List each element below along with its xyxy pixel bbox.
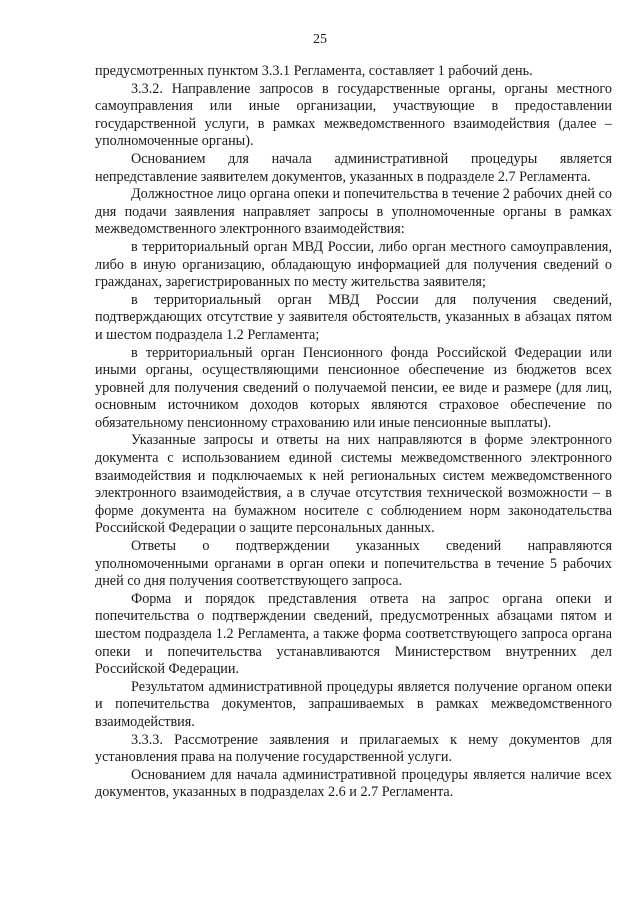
paragraph-answers: Ответы о подтверждении указанных сведений направляются уполномоченными органами в орган опеки и попечительства в течение 5 рабочих дней со дня получения соответствующего запроса.: [95, 538, 612, 590]
paragraph-continuation: предусмотренных пунктом 3.3.1 Регламента, составляет 1 рабочий день.: [95, 63, 533, 79]
list-item-pension-fund: в территориальный орган Пенсионного фонда Российской Федерации или иными органы, осуществляющими пенсионное обеспечение из бюджетов всех уровней для получения сведений о получаемой пенсии, ее виде и размере (для лиц, основным источником доходов которых являются страховое обеспечение по обязательному пенсионному страхованию или иные пенсионные выплаты).: [95, 344, 612, 431]
page-number: 25: [313, 32, 327, 47]
paragraph-result: Результатом административной процедуры является получение органом опеки и попечительства документов, запрашиваемых в рамках межведомственного взаимодействия.: [95, 678, 612, 730]
paragraph-official-requests: Должностное лицо органа опеки и попечительства в течение 2 рабочих дней со дня подачи заявления направляет запросы в уполномоченные органы в рамках межведомственного электронного взаимодействия:: [95, 186, 612, 238]
paragraph-form-order: Форма и порядок представления ответа на запрос органа опеки и попечительства о подтверждении сведений, предусмотренных абзацами пятом и шестом подраздела 1.2 Регламента, а также форма соответствующего запроса органа опеки и попечительства устанавливаются Министерством внутренних дел Российской Федерации.: [95, 590, 612, 678]
paragraph-basis-final: Основанием для начала административной процедуры является наличие всех документов, указанных в подразделах 2.6 и 2.7 Регламента.: [95, 766, 612, 801]
list-item-mvd-residence: в территориальный орган МВД России, либо орган местного самоуправления, либо в иную организацию, обладающую информацией для получения сведений о гражданах, зарегистрированных по месту жительства заявителя;: [95, 238, 612, 291]
paragraph-3-3-2-heading: 3.3.2. Направление запросов в государственные органы, органы местного самоуправления или иные организации, участвующие в предоставлении государственной услуги, в рамках межведомственного взаимодействия (далее – уполномоченные органы).: [95, 80, 612, 150]
document-body: [95, 63, 612, 802]
paragraph-3-3-3-heading: 3.3.3. Рассмотрение заявления и прилагаемых к нему документов для установления права на получение государственной услуги.: [95, 731, 612, 766]
list-item-mvd-circumstances: в территориальный орган МВД России для получения сведений, подтверждающих отсутствие у заявителя обстоятельств, указанных в абзацах пятом и шестом подраздела 1.2 Регламента;: [95, 291, 612, 343]
paragraph-basis: Основанием для начала административной процедуры является непредставление заявителем документов, указанных в подразделе 2.7 Регламента.: [95, 150, 612, 185]
paragraph-electronic-form: Указанные запросы и ответы на них направляются в форме электронного документа с использованием единой системы межведомственного электронного взаимодействия и подключаемых к ней региональных систем межведомственного электронного взаимодействия, а в случае отсутствия технической возможности – в форме документа на бумажном носителе с соблюдением норм законодательства Российской Федерации о защите персональных данных.: [95, 432, 612, 537]
